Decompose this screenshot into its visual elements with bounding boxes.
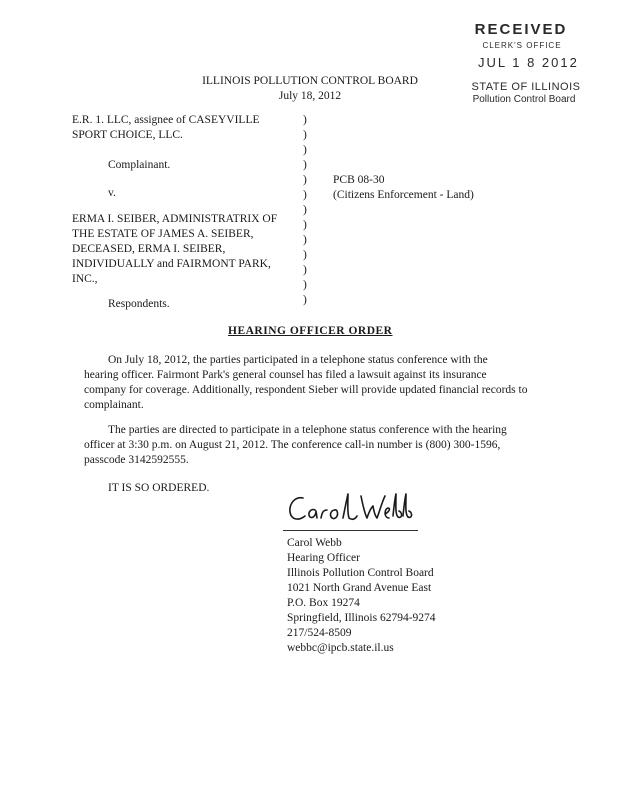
stamp-date: JUL 1 8 2012 <box>478 55 579 70</box>
closing-statement: IT IS SO ORDERED. <box>108 482 210 494</box>
order-date: July 18, 2012 <box>278 90 342 102</box>
complainant-name-line-2: SPORT CHOICE, LLC. <box>72 129 183 141</box>
board-name-heading: ILLINOIS POLLUTION CONTROL BOARD <box>202 75 418 87</box>
signer-title: Hearing Officer <box>287 552 360 564</box>
signer-email: webbc@ipcb.state.il.us <box>287 642 394 654</box>
para1-line-3: company for coverage. Additionally, respondent Sieber will provide updated financial records to <box>84 384 528 396</box>
caption-bracket: ) <box>303 204 307 216</box>
respondent-name-line-2: THE ESTATE OF JAMES A. SEIBER, <box>72 228 254 240</box>
clerks-office-stamp: CLERK'S OFFICE <box>482 41 562 50</box>
complainant-role: Complainant. <box>108 159 171 171</box>
caption-bracket: ) <box>303 264 307 276</box>
received-stamp: RECEIVED <box>474 21 568 38</box>
signature-line <box>283 530 418 531</box>
signer-street-address: 1021 North Grand Avenue East <box>287 582 432 594</box>
para2-line-1: The parties are directed to participate in a telephone status conference with the hearing <box>108 424 507 436</box>
respondent-name-line-4: INDIVIDUALLY and FAIRMONT PARK, <box>72 258 271 270</box>
caption-bracket: ) <box>303 174 307 186</box>
para1-line-4: complainant. <box>84 399 144 411</box>
caption-bracket: ) <box>303 189 307 201</box>
stamp-state: STATE OF ILLINOIS <box>471 81 581 93</box>
para2-line-3: passcode 3142592555. <box>84 454 189 466</box>
respondent-role: Respondents. <box>108 298 170 310</box>
caption-bracket: ) <box>303 219 307 231</box>
case-type: (Citizens Enforcement - Land) <box>333 189 474 201</box>
case-number: PCB 08-30 <box>333 174 385 186</box>
signer-name: Carol Webb <box>287 537 342 549</box>
signer-po-box: P.O. Box 19274 <box>287 597 360 609</box>
respondent-name-line-3: DECEASED, ERMA I. SEIBER, <box>72 243 226 255</box>
caption-bracket: ) <box>303 234 307 246</box>
para1-line-1: On July 18, 2012, the parties participated in a telephone status conference with the <box>108 354 488 366</box>
para1-line-2: hearing officer. Fairmont Park's general counsel has filed a lawsuit against its insurance <box>84 369 487 381</box>
respondent-name-line-5: INC., <box>72 273 98 285</box>
order-title: HEARING OFFICER ORDER <box>228 325 393 337</box>
caption-bracket: ) <box>303 114 307 126</box>
caption-bracket: ) <box>303 279 307 291</box>
caption-bracket: ) <box>303 159 307 171</box>
respondent-name-line-1: ERMA I. SEIBER, ADMINISTRATRIX OF <box>72 213 278 225</box>
signer-city-state-zip: Springfield, Illinois 62794-9274 <box>287 612 436 624</box>
versus-label: v. <box>108 187 116 199</box>
complainant-name-line-1: E.R. 1. LLC, assignee of CASEYVILLE <box>72 114 260 126</box>
caption-bracket: ) <box>303 294 307 306</box>
caption-bracket: ) <box>303 249 307 261</box>
caption-bracket: ) <box>303 129 307 141</box>
stamp-board: Pollution Control Board <box>472 94 576 105</box>
signer-organization: Illinois Pollution Control Board <box>287 567 434 579</box>
signer-phone: 217/524-8509 <box>287 627 352 639</box>
handwritten-signature <box>285 488 415 528</box>
caption-bracket: ) <box>303 144 307 156</box>
para2-line-2: officer at 3:30 p.m. on August 21, 2012. The conference call-in number is (800) 300-1596, <box>84 439 501 451</box>
